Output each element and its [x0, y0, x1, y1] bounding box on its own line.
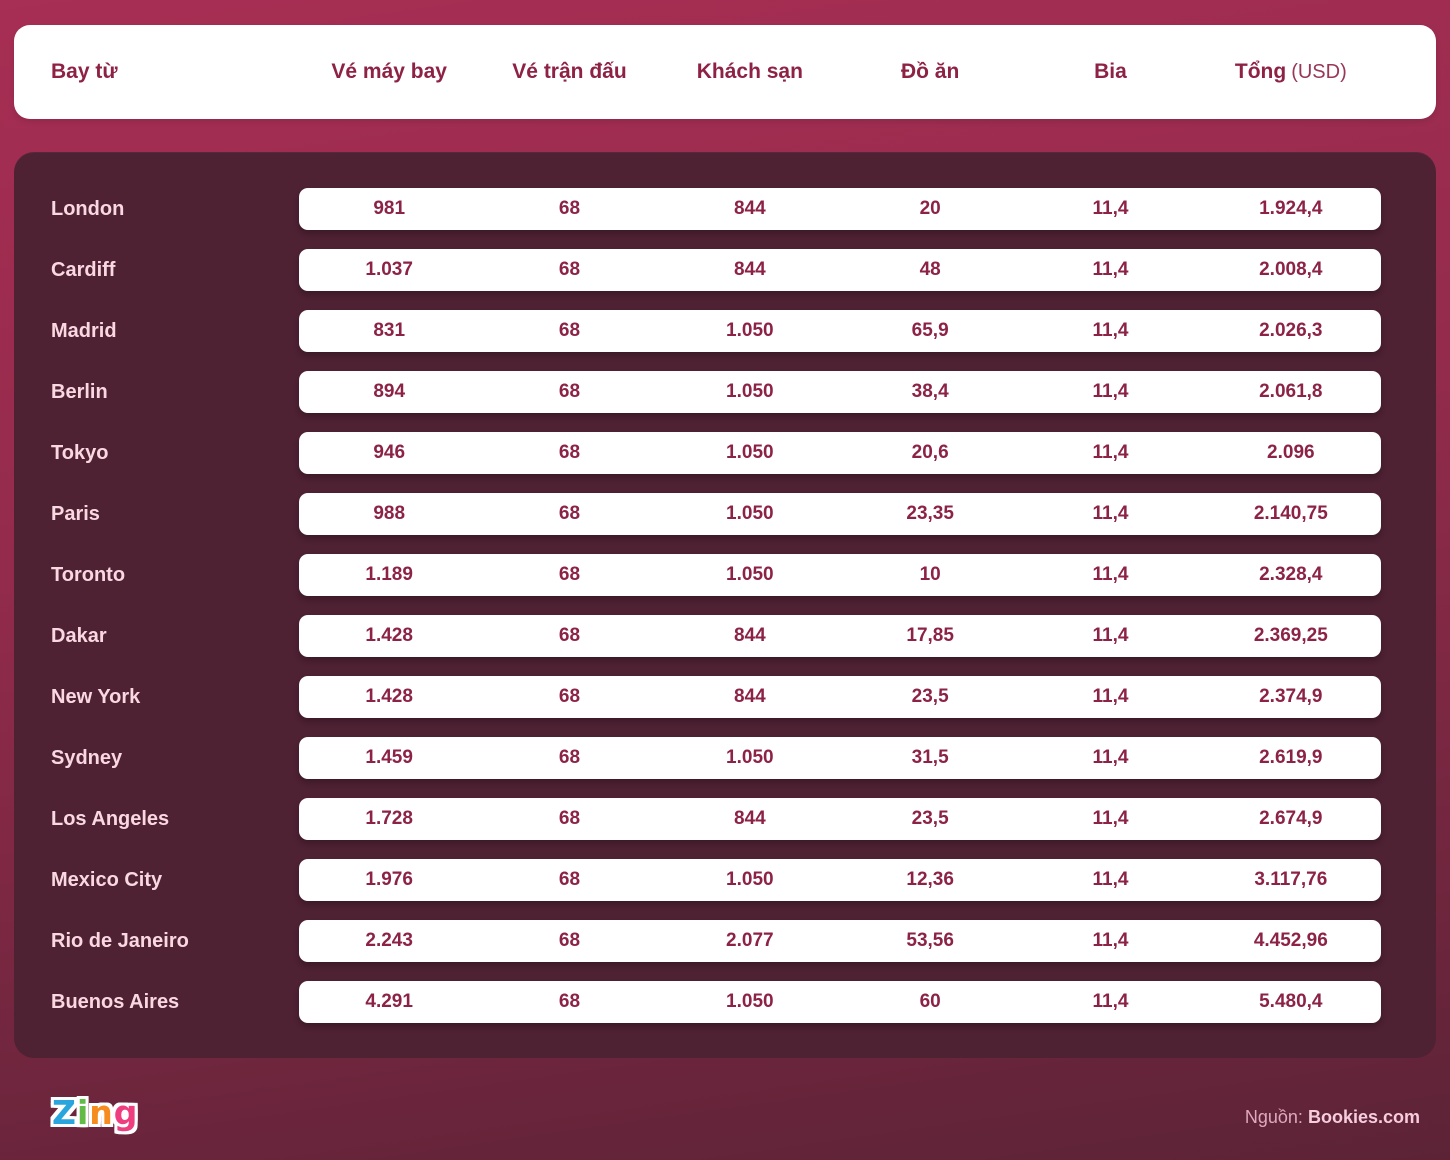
- cell-value: 68: [558, 686, 581, 707]
- city-label: New York: [51, 685, 141, 708]
- city-label: Buenos Aires: [51, 990, 180, 1013]
- table-row: [51, 432, 1381, 474]
- column-header-bay-tu: Bay từ: [51, 60, 118, 83]
- cell-value: 11,4: [1092, 686, 1129, 707]
- city-label: Los Angeles: [51, 807, 170, 830]
- cell-value: 946: [373, 442, 406, 463]
- cell-value: 831: [373, 320, 406, 341]
- cell-value: 1.428: [365, 625, 413, 646]
- column-header-khach-san: Khách sạn: [696, 60, 803, 83]
- row-values-pill: [299, 737, 1381, 779]
- cell-value: 12,36: [906, 869, 954, 890]
- cell-value: 1.050: [726, 747, 774, 768]
- cell-value: 2.096: [1267, 442, 1315, 463]
- city-label: Sydney: [51, 746, 123, 769]
- cell-value: 1.037: [365, 259, 413, 280]
- table-body: [14, 152, 1436, 1058]
- row-values-pill: [299, 188, 1381, 230]
- cell-value: 68: [558, 503, 581, 524]
- city-label: Berlin: [51, 380, 108, 403]
- city-label: Dakar: [51, 624, 107, 647]
- cell-value: 1.428: [365, 686, 413, 707]
- table-row: [51, 981, 1381, 1023]
- cell-value: 1.050: [726, 442, 774, 463]
- cell-value: 11,4: [1092, 747, 1129, 768]
- cell-value: 11,4: [1092, 198, 1129, 219]
- cell-value: 1.050: [726, 503, 774, 524]
- cell-value: 11,4: [1092, 869, 1129, 890]
- cell-value: 2.008,4: [1259, 259, 1323, 280]
- cell-value: 1.050: [726, 991, 774, 1012]
- source-credit: [1245, 1107, 1420, 1128]
- cell-value: 11,4: [1092, 259, 1129, 280]
- column-header-ve-may-bay: Vé máy bay: [331, 60, 447, 83]
- cell-value: 1.976: [365, 869, 413, 890]
- cell-value: 981: [373, 198, 406, 219]
- cell-value: 68: [558, 259, 581, 280]
- zing-logo-letter: i: [76, 1093, 90, 1132]
- cell-value: 2.061,8: [1259, 381, 1323, 402]
- table-row: [51, 249, 1381, 291]
- cell-value: 5.480,4: [1259, 991, 1323, 1012]
- cell-value: 23,35: [906, 503, 954, 524]
- zing-logo-letter: g: [113, 1093, 139, 1132]
- cell-value: 10: [919, 564, 941, 585]
- cell-value: 11,4: [1092, 930, 1129, 951]
- row-values-pill: [299, 249, 1381, 291]
- table-row: [51, 554, 1381, 596]
- row-values-pill: [299, 615, 1381, 657]
- cell-value: 68: [558, 747, 581, 768]
- cell-value: 20,6: [911, 442, 949, 463]
- row-values-pill: [299, 798, 1381, 840]
- cell-value: 1.728: [365, 808, 413, 829]
- cell-value: 65,9: [911, 320, 949, 341]
- total-unit: (USD): [1291, 61, 1347, 83]
- cell-value: 1.459: [365, 747, 413, 768]
- row-values-pill: [299, 432, 1381, 474]
- cell-value: 11,4: [1092, 503, 1129, 524]
- cell-value: 38,4: [911, 381, 949, 402]
- cell-value: 68: [558, 381, 581, 402]
- row-values-pill: [299, 859, 1381, 901]
- city-label: Madrid: [51, 319, 117, 342]
- row-values-pill: [299, 981, 1381, 1023]
- cell-value: 844: [733, 808, 766, 829]
- total-label: Tổng: [1234, 60, 1287, 83]
- cell-value: 68: [558, 991, 581, 1012]
- cell-value: 2.243: [365, 930, 413, 951]
- cell-value: 53,56: [906, 930, 954, 951]
- row-values-pill: [299, 676, 1381, 718]
- cell-value: 11,4: [1092, 381, 1129, 402]
- cell-value: 2.077: [726, 930, 774, 951]
- cell-value: 1.050: [726, 564, 774, 585]
- cell-value: 23,5: [911, 686, 949, 707]
- cell-value: 11,4: [1092, 442, 1129, 463]
- cell-value: 68: [558, 625, 581, 646]
- cell-value: 68: [558, 808, 581, 829]
- cell-value: 844: [733, 686, 766, 707]
- cell-value: 2.026,3: [1259, 320, 1323, 341]
- cell-value: 17,85: [906, 625, 954, 646]
- row-values-pill: [299, 371, 1381, 413]
- cell-value: 2.369,25: [1253, 625, 1328, 646]
- table-row: [51, 737, 1381, 779]
- cell-value: 1.924,4: [1259, 198, 1323, 219]
- cell-value: 20: [919, 198, 941, 219]
- table-row: [51, 188, 1381, 230]
- table-row: [51, 676, 1381, 718]
- cell-value: 60: [919, 991, 941, 1012]
- row-values-pill: [299, 493, 1381, 535]
- row-values-pill: [299, 920, 1381, 962]
- table-row: [51, 859, 1381, 901]
- column-header-ve-tran-dau: Vé trận đấu: [512, 60, 627, 83]
- city-label: Rio de Janeiro: [51, 929, 189, 952]
- city-label: Tokyo: [51, 441, 109, 464]
- city-label: London: [51, 197, 125, 220]
- cell-value: 2.328,4: [1259, 564, 1323, 585]
- column-header-do-an: Đồ ăn: [900, 60, 960, 83]
- table-row: [51, 371, 1381, 413]
- city-label: Paris: [51, 502, 100, 525]
- cell-value: 68: [558, 320, 581, 341]
- cell-value: 68: [558, 442, 581, 463]
- cell-value: 11,4: [1092, 625, 1129, 646]
- cell-value: 2.140,75: [1253, 503, 1328, 524]
- cell-value: 11,4: [1092, 991, 1129, 1012]
- cell-value: 1.189: [365, 564, 413, 585]
- cell-value: 23,5: [911, 808, 949, 829]
- cell-value: 1.050: [726, 320, 774, 341]
- cell-value: 11,4: [1092, 564, 1129, 585]
- source-label: Nguồn:: [1244, 1107, 1303, 1127]
- cell-value: 11,4: [1092, 320, 1129, 341]
- source-name: Bookies.com: [1307, 1107, 1420, 1127]
- cell-value: 68: [558, 198, 581, 219]
- zing-logo-letter: Z: [52, 1093, 77, 1132]
- table-header: [14, 25, 1436, 119]
- city-label: Cardiff: [51, 258, 116, 281]
- cell-value: 68: [558, 564, 581, 585]
- table-row: [51, 615, 1381, 657]
- cell-value: 68: [558, 869, 581, 890]
- column-header-tong: [1201, 60, 1381, 84]
- cell-value: 894: [373, 381, 406, 402]
- zing-logo: [52, 1093, 138, 1132]
- cell-value: 4.291: [365, 991, 413, 1012]
- cell-value: 4.452,96: [1253, 930, 1328, 951]
- cell-value: 2.619,9: [1259, 747, 1323, 768]
- cell-value: 1.050: [726, 869, 774, 890]
- column-header-bia: Bia: [1094, 60, 1127, 83]
- cell-value: 844: [733, 625, 766, 646]
- cell-value: 844: [733, 259, 766, 280]
- cell-value: 844: [733, 198, 766, 219]
- row-values-pill: [299, 310, 1381, 352]
- cell-value: 2.374,9: [1259, 686, 1323, 707]
- cell-value: 68: [558, 930, 581, 951]
- cell-value: 988: [373, 503, 406, 524]
- city-label: Mexico City: [51, 868, 163, 891]
- row-values-pill: [299, 554, 1381, 596]
- table-row: [51, 493, 1381, 535]
- cell-value: 48: [919, 259, 941, 280]
- cell-value: 2.674,9: [1259, 808, 1323, 829]
- cell-value: 31,5: [911, 747, 949, 768]
- zing-logo-letter: n: [89, 1093, 114, 1132]
- city-label: Toronto: [51, 563, 126, 586]
- table-row: [51, 920, 1381, 962]
- table-row: [51, 798, 1381, 840]
- cell-value: 3.117,76: [1254, 869, 1328, 890]
- cell-value: 11,4: [1092, 808, 1129, 829]
- cell-value: 1.050: [726, 381, 774, 402]
- table-row: [51, 310, 1381, 352]
